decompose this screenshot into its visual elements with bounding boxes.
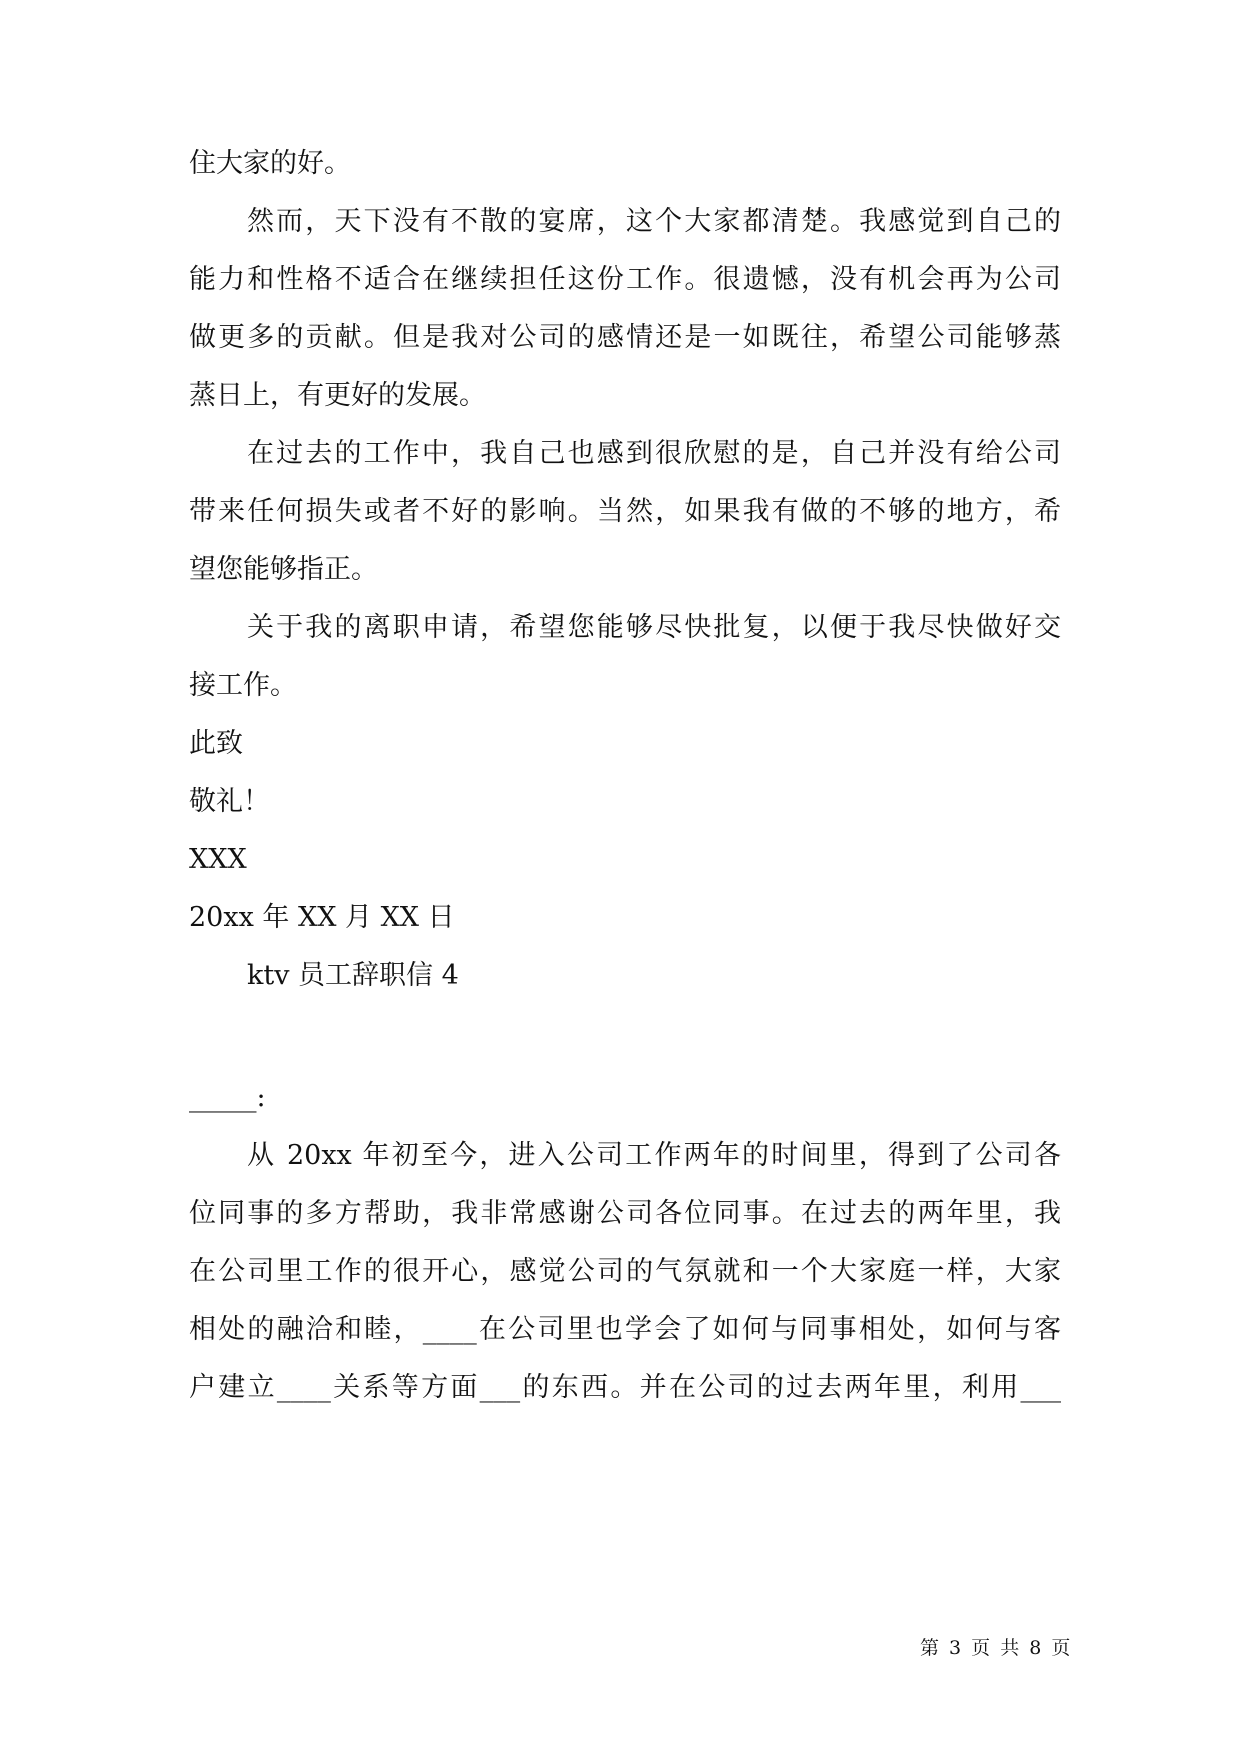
body-line: 然而，天下没有不散的宴席，这个大家都清楚。我感觉到自己的 bbox=[247, 206, 1061, 237]
body-line: 住大家的好。 bbox=[189, 148, 351, 179]
body-line: 能力和性格不适合在继续担任这份工作。很遗憾，没有机会再为公司 bbox=[189, 264, 1061, 295]
body-line: 位同事的多方帮助，我非常感谢公司各位同事。在过去的两年里，我 bbox=[189, 1198, 1061, 1229]
body-line: 户建立____关系等方面___的东西。并在公司的过去两年里，利用___ bbox=[189, 1372, 1061, 1403]
body-line: 望您能够指正。 bbox=[189, 554, 378, 585]
body-line: 相处的融洽和睦，____在公司里也学会了如何与同事相处，如何与客 bbox=[189, 1314, 1061, 1345]
closing-regards: 敬礼！ bbox=[189, 786, 270, 817]
closing-salutation: 此致 bbox=[189, 728, 243, 759]
letter-addressee: _____: bbox=[189, 1082, 266, 1113]
page-number-footer: 第 3 页 共 8 页 bbox=[920, 1637, 1071, 1659]
section-heading: ktv 员工辞职信 4 bbox=[247, 960, 459, 991]
body-line: 在过去的工作中，我自己也感到很欣慰的是，自己并没有给公司 bbox=[247, 438, 1061, 469]
body-line: 关于我的离职申请，希望您能够尽快批复，以便于我尽快做好交 bbox=[247, 612, 1061, 643]
body-line: 在公司里工作的很开心，感觉公司的气氛就和一个大家庭一样，大家 bbox=[189, 1256, 1061, 1287]
signature-date: 20xx 年 XX 月 XX 日 bbox=[189, 902, 455, 933]
body-line: 接工作。 bbox=[189, 670, 297, 701]
body-line: 带来任何损失或者不好的影响。当然，如果我有做的不够的地方，希 bbox=[189, 496, 1061, 527]
body-line: 从 20xx 年初至今，进入公司工作两年的时间里，得到了公司各 bbox=[247, 1140, 1061, 1171]
body-line: 蒸日上，有更好的发展。 bbox=[189, 380, 486, 411]
signature-name: XXX bbox=[189, 844, 247, 875]
body-line: 做更多的贡献。但是我对公司的感情还是一如既往，希望公司能够蒸 bbox=[189, 322, 1061, 353]
